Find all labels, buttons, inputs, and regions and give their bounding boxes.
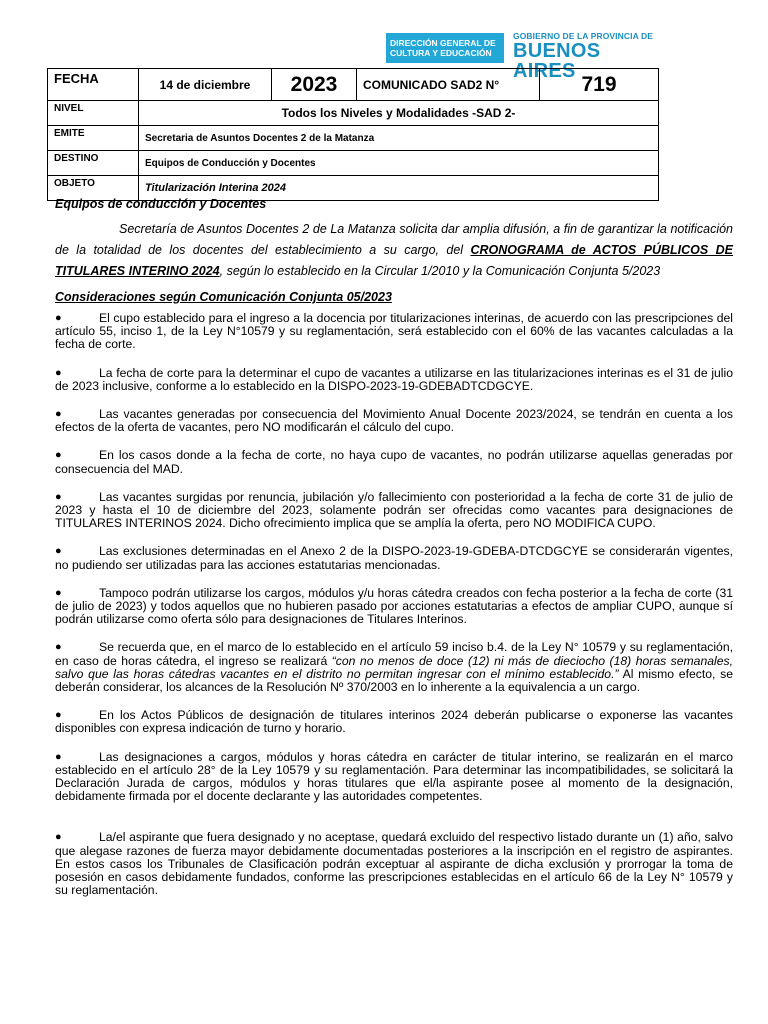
bullet-icon: ● bbox=[55, 709, 62, 722]
list-item bbox=[55, 312, 733, 352]
list-item bbox=[55, 709, 733, 735]
fecha-label: FECHA bbox=[48, 69, 139, 101]
bullet-icon: ● bbox=[55, 641, 62, 654]
objeto-label: OBJETO bbox=[48, 176, 139, 201]
date-value: 14 de diciembre bbox=[139, 69, 272, 101]
nivel-label: NIVEL bbox=[48, 101, 139, 126]
gba-logo-main: BUENOS AIRES bbox=[513, 40, 601, 82]
list-item-text-c: Al mismo efecto, se deberán considerar, los alcances de la Resolución Nº 370/2003 en lo inherente a la equivalencia a un cargo. bbox=[55, 666, 733, 695]
greeting: Equipos de conducción y Docentes bbox=[55, 197, 267, 211]
bullet-icon: ● bbox=[55, 750, 62, 763]
gba-logo-top: GOBIERNO DE LA PROVINCIA DE bbox=[513, 31, 653, 41]
list-item-text: Las vacantes generadas por consecuencia del Movimiento Anual Docente 2023/2024, se tendrán en cuenta a los efectos de la oferta de vacantes, pero NO modificarán el cálculo del cupo. bbox=[55, 407, 733, 435]
bullet-icon: ● bbox=[55, 586, 62, 599]
list-item bbox=[55, 367, 733, 393]
bullet-icon: ● bbox=[55, 408, 62, 421]
comunicado-label: COMUNICADO SAD2 N° bbox=[357, 69, 540, 101]
intro-cronograma: CRONOGRAMA de ACTOS PÚBLICOS DE TITULARES INTERINO 2024 bbox=[55, 243, 733, 278]
list-item-text: La fecha de corte para la determinar el cupo de vacantes a utilizarse en las titularizaciones interinas es el 31 de julio de 2023 inclusive, conforme a lo establecido en la DISPO-2023-19-GDEBADTCDGCYE. bbox=[55, 365, 733, 393]
emite-value: Secretaria de Asuntos Docentes 2 de la Matanza bbox=[139, 126, 659, 151]
dgce-logo-line1: DIRECCIÓN GENERAL DE bbox=[390, 38, 496, 48]
list-item-quote: “con no menos de doce (12) ni más de dieciocho (18) horas semanales, salvo que las horas cátedras vacantes en el distrito no permitan ingresar con el mínimo establecido.” bbox=[55, 653, 733, 681]
list-item-text: Las vacantes surgidas por renuncia, jubilación y/o fallecimiento con posterioridad a la fecha de corte 31 de julio de 2023 y hasta el 10 de diciembre del 2023, solamente podrán ser ofrecidas como vacantes para designaciones de TITULARES INTERINOS 2024. Dicho ofrecimiento implica que se amplía la oferta, pero NO MODIFICA CUPO. bbox=[55, 489, 733, 531]
memo-header-table bbox=[47, 68, 659, 201]
intro-text-c: , según lo establecido en la Circular 1/2010 y la Comunicación Conjunta 5/2023 bbox=[219, 264, 661, 278]
list-item bbox=[55, 831, 733, 897]
list-item-text: Tampoco podrán utilizarse los cargos, módulos y/u horas cátedra creados con fecha posterior a la fecha de corte (31 de julio de 2023) y todos aquellos que no hubieren pasado por acciones estatutarias a efectos de ampliar CUPO, aunque sí podrán utilizarse como oferta sólo para designaciones de Titulares Interinos. bbox=[55, 585, 733, 627]
bullet-icon: ● bbox=[55, 449, 62, 462]
list-item-text: En los Actos Públicos de designación de titulares interinos 2024 deberán publicarse o exponerse las vacantes disponibles con expresa indicación de turno y horario. bbox=[55, 708, 733, 736]
list-item-text: Las designaciones a cargos, módulos y horas cátedra en carácter de titular interino, se realizarán en el marco establecido en el artículo 28° de la Ley 10579 y su reglamentación. Para determinar las incompatibilidades, se solicitará la Declaración Jurada de cargos, módulos y horas titulares que el/la aspirante posee al momento de la designación, debidamente firmada por el docente declarante y las autoridades competentes. bbox=[55, 749, 733, 804]
list-item bbox=[55, 449, 733, 475]
list-item bbox=[55, 408, 733, 434]
list-item bbox=[55, 545, 733, 571]
bullet-icon: ● bbox=[55, 312, 62, 324]
destino-value: Equipos de Conducción y Docentes bbox=[139, 151, 659, 176]
comunicado-number: 719 bbox=[540, 69, 659, 101]
memo-body bbox=[55, 197, 733, 913]
bullet-icon: ● bbox=[55, 490, 62, 503]
list-item bbox=[55, 491, 733, 531]
emite-label: EMITE bbox=[48, 126, 139, 151]
list-item bbox=[55, 587, 733, 627]
list-item bbox=[55, 641, 733, 694]
dgce-logo bbox=[386, 33, 504, 63]
objeto-value: Titularización Interina 2024 bbox=[139, 176, 659, 201]
nivel-value: Todos los Niveles y Modalidades -SAD 2- bbox=[139, 101, 659, 126]
intro-text-a: Secretaría de Asuntos Docentes 2 de La Matanza solicita dar amplia difusión, a fin de garantizar la notificación de la totalidad de los docentes del establecimiento a su cargo, del bbox=[55, 222, 733, 257]
destino-label: DESTINO bbox=[48, 151, 139, 176]
list-item bbox=[55, 751, 733, 804]
year-value: 2023 bbox=[272, 69, 357, 101]
list-item-text: El cupo establecido para el ingreso a la docencia por titularizaciones interinas, de acuerdo con las prescripciones del artículo 55, inciso 1, de la Ley N°10579 y su reglamentación, será establecido con el 60% de las vacantes calculadas a la fecha de corte. bbox=[55, 311, 733, 352]
considerations-title: Consideraciones según Comunicación Conjunta 05/2023 bbox=[55, 290, 392, 304]
list-item-text: La/el aspirante que fuera designado y no aceptase, quedará excluido del respectivo listado durante un (1) año, salvo que alegase razones de fuerza mayor debidamente documentadas posteriores a la inscripción en el registro de aspirantes. En estos casos los Tribunales de Clasificación podrán exceptuar al aspirante de dicha exclusión y prorrogar la toma de posesión en casos debidamente fundados, conforme las prescripciones establecidas en el artículo 66 de la Ley N° 10579 y su reglamentación. bbox=[55, 830, 733, 898]
bullet-icon: ● bbox=[55, 545, 62, 558]
list-item-text: En los casos donde a la fecha de corte, no haya cupo de vacantes, no podrán utilizarse aquellas generadas por consecuencia del MAD. bbox=[55, 448, 733, 476]
intro-paragraph bbox=[55, 219, 733, 282]
list-item-text-a: Se recuerda que, en el marco de lo establecido en el artículo 59 inciso b.4. de la Ley N° 10579 y su reglamentación, en caso de horas cátedra, el ingreso se realizará bbox=[55, 640, 733, 668]
bullet-icon: ● bbox=[55, 366, 62, 379]
list-item-text: Las exclusiones determinadas en el Anexo 2 de la DISPO-2023-19-GDEBA-DTCDGCYE se considerarán vigentes, no pudiendo ser utilizadas para las acciones estatutarias mencionadas. bbox=[55, 544, 733, 572]
bullet-icon: ● bbox=[55, 831, 62, 844]
dgce-logo-line2: CULTURA Y EDUCACIÓN bbox=[390, 48, 492, 58]
